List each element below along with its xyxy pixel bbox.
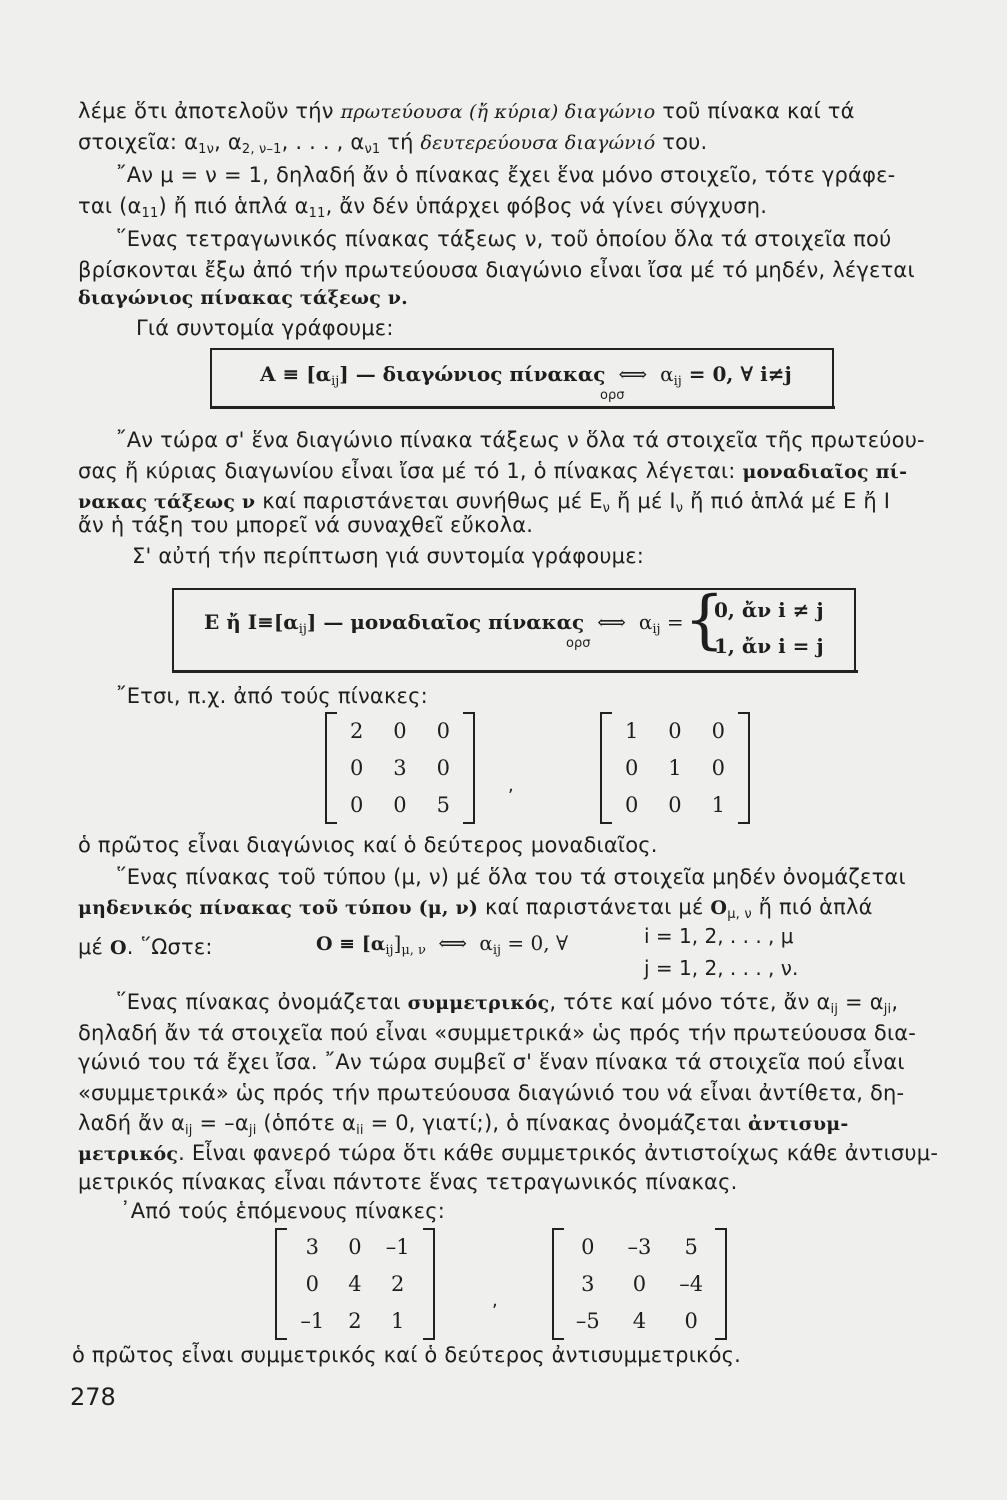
text-line-19: ῞Ενας πίνακας ὀνομάζεται συμμετρικός, τότε καί μόνο τότε, ἄν $\alpha_{ij} = \alpha_{ji}$, (116, 990, 899, 1017)
text-line-1: λέμε ὅτι ἀποτελοῦν τήν πρωτεύουσα (ἤ κύρια) διαγώνιο τοῦ πίνακα καί τά (78, 99, 855, 123)
text-line-8: Γιά συντομία γράφουμε: (136, 316, 394, 340)
text-line-4: ται $(\alpha_{11})$ ἤ πιό ἁπλά $\alpha_{11}$, ἄν δέν ὑπάρχει φόβος νά γίνει σύγχυση. (78, 194, 768, 221)
matrix-row (335, 786, 465, 823)
matrix-row (562, 1302, 717, 1339)
matrix-row (285, 1265, 425, 1302)
matrix-cell: 0 (581, 1234, 595, 1259)
matrix-cell: –5 (575, 1308, 600, 1333)
matrix-cell: 0 (305, 1271, 320, 1296)
matrix-cell: 0 (684, 1308, 698, 1333)
matrix-cell: 0 (624, 792, 639, 817)
text-line-13: Σ' αὐτή τήν περίπτωση γιά συντομία γράφουμε: (132, 544, 645, 568)
matrix-row (610, 712, 740, 749)
matrix-cell: 2 (348, 1308, 362, 1333)
matrix-separator-2: , (492, 1290, 498, 1311)
text-line-11: νακας τάξεως ν καί παριστάνεται συνήθως μέ $E_\nu$ ἤ μέ $I_\nu$ ἤ πιό ἁπλά μέ Ε ἤ Ι (78, 489, 891, 516)
matrix-cell: 5 (436, 792, 451, 817)
text-line-27: ὁ πρῶτος εἶναι συμμετρικός καί ὁ δεύτερος ἀντισυμμετρικός. (72, 1343, 742, 1367)
matrix-antisymmetric (552, 1228, 727, 1340)
text-line-16: ῞Ενας πίνακας τοῦ τύπου (μ, ν) μέ ὅλα του τά στοιχεῖα μηδέν ὀνομάζεται (116, 865, 906, 889)
text-line-21: γώνιό του τά ἔχει ἴσα. ῎Αν τώρα συμβεῖ σ' ἕναν πίνακα τά στοιχεῖα πού εἶναι (78, 1050, 905, 1074)
matrix-cell: 4 (348, 1271, 362, 1296)
matrix-cell: 0 (668, 792, 682, 817)
matrix-separator: , (508, 775, 514, 796)
matrix-cell: 0 (349, 755, 364, 780)
matrix-cell: 0 (668, 718, 682, 743)
text-line-20: δηλαδή ἄν τά στοιχεῖα πού εἶναι «συμμετρικά» ὡς πρός τήν πρωτεύουσα δια- (78, 1021, 917, 1045)
matrix-cell: 3 (581, 1271, 595, 1296)
matrix-cell: 3 (393, 755, 407, 780)
matrix-cell: 0 (711, 718, 726, 743)
matrix-cell: –4 (679, 1271, 704, 1296)
text-line-9: ῎Αν τώρα σ' ἕνα διαγώνιο πίνακα τάξεως ν ὅλα τά στοιχεῖα τῆς πρωτεύου- (116, 428, 925, 452)
text-line-24: μετρικός. Εἶναι φανερό τώρα ὅτι κάθε συμμετρικός ἀντιστοίχως κάθε ἀντισυμ- (78, 1141, 939, 1165)
matrix-row (335, 712, 465, 749)
text-line-26: ᾿Από τούς ἑπόμενους πίνακες: (120, 1199, 446, 1223)
text-line-10: σας ἤ κύριας διαγωνίου εἶναι ἴσα μέ τό 1, ὁ πίνακας λέγεται: μοναδιαῖος πί- (78, 459, 908, 483)
matrix-cell: 1 (711, 792, 726, 817)
text-line-17: μηδενικός πίνακας τοῦ τύπου (μ, ν) καί παριστάνεται μέ $O_{\mu, \nu}$ ἤ πιό ἁπλά (78, 895, 873, 922)
page-number: 278 (70, 1383, 116, 1411)
text-line-25: μετρικός πίνακας εἶναι πάντοτε ἕνας τετραγωνικός πίνακας. (78, 1170, 738, 1194)
matrix-cell: 4 (632, 1308, 647, 1333)
text-line-5: ῞Ενας τετραγωνικός πίνακας τάξεως ν, τοῦ ὁποίου ὅλα τά στοιχεῖα πού (116, 227, 892, 251)
matrix-cell: 1 (668, 755, 682, 780)
matrix-row (285, 1302, 425, 1339)
matrix-row (562, 1228, 717, 1265)
matrix-cell: 0 (711, 755, 726, 780)
matrix-cell: 0 (348, 1234, 362, 1259)
formula-zero-matrix: $O \equiv [\alpha_{ij}]_{\mu, \nu}$ ⟺ $\alpha_{ij} = 0$, ∀ (316, 931, 569, 958)
text-line-22: «συμμετρικά» ὡς πρός τήν πρωτεύουσα διαγώνιό του νά εἶναι ἀντίθετα, δη- (78, 1081, 905, 1105)
matrix-cell: 2 (390, 1271, 405, 1296)
matrix-cell: 2 (349, 718, 364, 743)
matrix-cell: 0 (393, 718, 407, 743)
matrix-symmetric (275, 1228, 435, 1340)
text-line-23: λαδή ἄν $\alpha_{ij} = -\alpha_{ji}$ (ὁπότε $\alpha_{ii} = 0$, γιατί;), ὁ πίνακας ὀνομάζεται ἀντισυμ- (78, 1111, 849, 1138)
matrix-cell: 3 (305, 1234, 320, 1259)
condition-j: j = 1, 2, . . . , ν. (644, 956, 799, 980)
formula-box-underline-2 (172, 670, 858, 673)
matrix-cell: 5 (684, 1234, 698, 1259)
text-line-18: μέ Ο. ῞Ωστε: (78, 935, 213, 959)
matrix-cell: 0 (349, 792, 364, 817)
matrix-cell: 1 (624, 718, 639, 743)
matrix-row (285, 1228, 425, 1265)
matrix-cell: 0 (624, 755, 639, 780)
matrix-row (335, 749, 465, 786)
matrix-cell: 0 (393, 792, 407, 817)
matrix-cell: 0 (436, 755, 451, 780)
text-line-2: στοιχεῖα: $\alpha_{1\nu}$, $\alpha_{2, \nu-1}$, . . . , $\alpha_{\nu 1}$ τή δευτερεύουσα διαγώνιό του. (78, 130, 708, 157)
matrix-cell: –1 (385, 1234, 410, 1259)
matrix-diagonal (325, 712, 475, 824)
matrix-row (610, 749, 740, 786)
text-line-15: ὁ πρῶτος εἶναι διαγώνιος καί ὁ δεύτερος μοναδιαῖος. (78, 833, 658, 857)
matrix-cell: 1 (390, 1308, 405, 1333)
matrix-cell: –1 (300, 1308, 325, 1333)
text-line-14: ῎Ετσι, π.χ. ἀπό τούς πίνακες: (116, 684, 428, 708)
formula-box-diagonal: $A \equiv [\alpha_{ij}]$ — διαγώνιος πίνακας ⟺ $\alpha_{ij} = 0$, ∀ i≠j ορσ (210, 348, 834, 408)
formula-box-underline (210, 406, 835, 409)
matrix-row (610, 786, 740, 823)
matrix-identity (600, 712, 750, 824)
left-brace: { (684, 583, 725, 657)
text-line-3: ῎Αν μ = ν = 1, δηλαδή ἄν ὁ πίνακας ἔχει ἕνα μόνο στοιχεῖο, τότε γράφε- (116, 163, 896, 187)
matrix-cell: –3 (627, 1234, 652, 1259)
matrix-row (562, 1265, 717, 1302)
text-line-6: βρίσκονται ἔξω ἀπό τήν πρωτεύουσα διαγώνιο εἶναι ἴσα μέ τό μηδέν, λέγεται (78, 258, 915, 282)
condition-i: i = 1, 2, . . . , μ (644, 924, 794, 948)
matrix-cell: 0 (632, 1271, 647, 1296)
matrix-cell: 0 (436, 718, 451, 743)
formula-box-identity: Ε ἤ $I\equiv[\alpha_{ij}]$ — μοναδιαῖος πίνακας ⟺ $\alpha_{ij}$ = ορσ { 0, ἄν i ≠ j 1, ἄν i = j (172, 588, 856, 672)
text-line-7: διαγώνιος πίνακας τάξεως ν. (78, 287, 408, 309)
text-line-12: ἄν ἡ τάξη του μπορεῖ νά συναχθεῖ εὔκολα. (78, 513, 534, 537)
